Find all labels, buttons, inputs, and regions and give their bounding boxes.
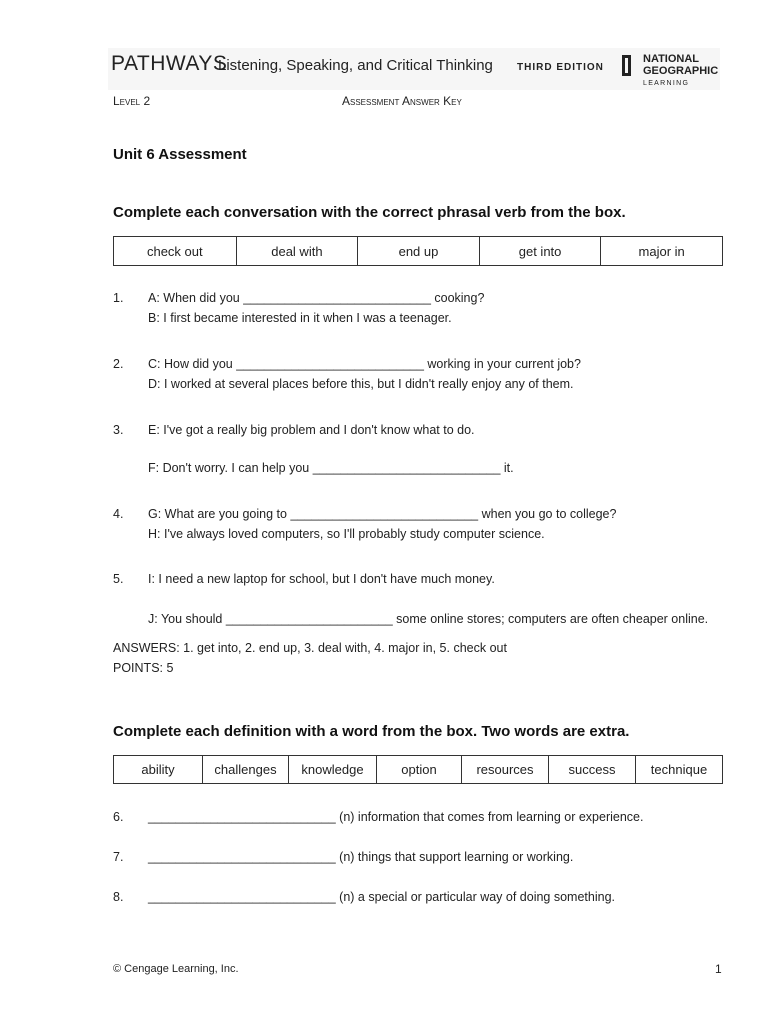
unit-title: Unit 6 Assessment [113,146,247,163]
word-box-cell: technique [635,756,722,783]
section2-instruction: Complete each definition with a word from the box. Two words are extra. [113,723,630,740]
item-number: 2. [113,357,124,371]
item-number: 8. [113,890,124,904]
brand-subtitle: Listening, Speaking, and Critical Thinking [218,57,493,74]
item-line: H: I've always loved computers, so I'll probably study computer science. [148,527,545,541]
item-line: B: I first became interested in it when I was a teenager. [148,311,452,325]
word-box-cell: end up [357,237,479,265]
item-line: G: What are you going to ___________________________ when you go to college? [148,507,617,521]
definition-line: ___________________________ (n) a special or particular way of doing something. [148,890,616,904]
item-number: 1. [113,291,124,305]
word-box-cell: option [376,756,461,783]
word-box-cell: deal with [236,237,358,265]
word-box-cell: knowledge [288,756,376,783]
brand-title: PATHWAYS [111,52,228,75]
item-number: 5. [113,572,124,586]
level-label: Level 2 [113,94,151,108]
word-box-cell: resources [461,756,548,783]
section1-word-box [113,236,723,266]
national-geographic-logo-icon [622,55,631,76]
doc-type-label: Assessment Answer Key [342,94,462,108]
edition-label: THIRD EDITION [517,62,604,73]
item-line: C: How did you ___________________________ working in your current job? [148,357,581,371]
word-box-cell: ability [141,762,175,777]
word-box-cell: success [548,756,635,783]
definition-line: ___________________________ (n) things that support learning or working. [148,850,574,864]
logo-text-line3: LEARNING [643,80,690,87]
page-number: 1 [715,962,722,976]
item-number: 3. [113,423,124,437]
word-box-cell: check out [146,243,203,259]
item-line: J: You should ________________________ some online stores; computers are often cheaper online. [148,612,709,626]
word-box-cell: get into [479,237,601,265]
item-line: F: Don't worry. I can help you ___________________________ it. [148,461,514,475]
logo-text-line1: NATIONAL [643,53,700,65]
section2-word-box [113,755,723,784]
logo-text-line2: GEOGRAPHIC [643,65,719,77]
definition-line: ___________________________ (n) information that comes from learning or experience. [148,810,644,824]
section1-instruction: Complete each conversation with the correct phrasal verb from the box. [113,204,626,221]
points-line: POINTS: 5 [113,661,174,675]
item-number: 6. [113,810,124,824]
item-line: D: I worked at several places before this, but I didn't really enjoy any of them. [148,377,574,391]
item-number: 4. [113,507,124,521]
answers-line: ANSWERS: 1. get into, 2. end up, 3. deal with, 4. major in, 5. check out [113,641,507,655]
item-number: 7. [113,850,124,864]
item-line: E: I've got a really big problem and I don't know what to do. [148,423,475,437]
item-line: A: When did you ___________________________ cooking? [148,291,485,305]
item-line: I: I need a new laptop for school, but I don't have much money. [148,572,495,586]
footer-copyright: © Cengage Learning, Inc. [113,963,239,975]
word-box-cell: challenges [202,756,288,783]
word-box-cell: major in [600,237,722,265]
